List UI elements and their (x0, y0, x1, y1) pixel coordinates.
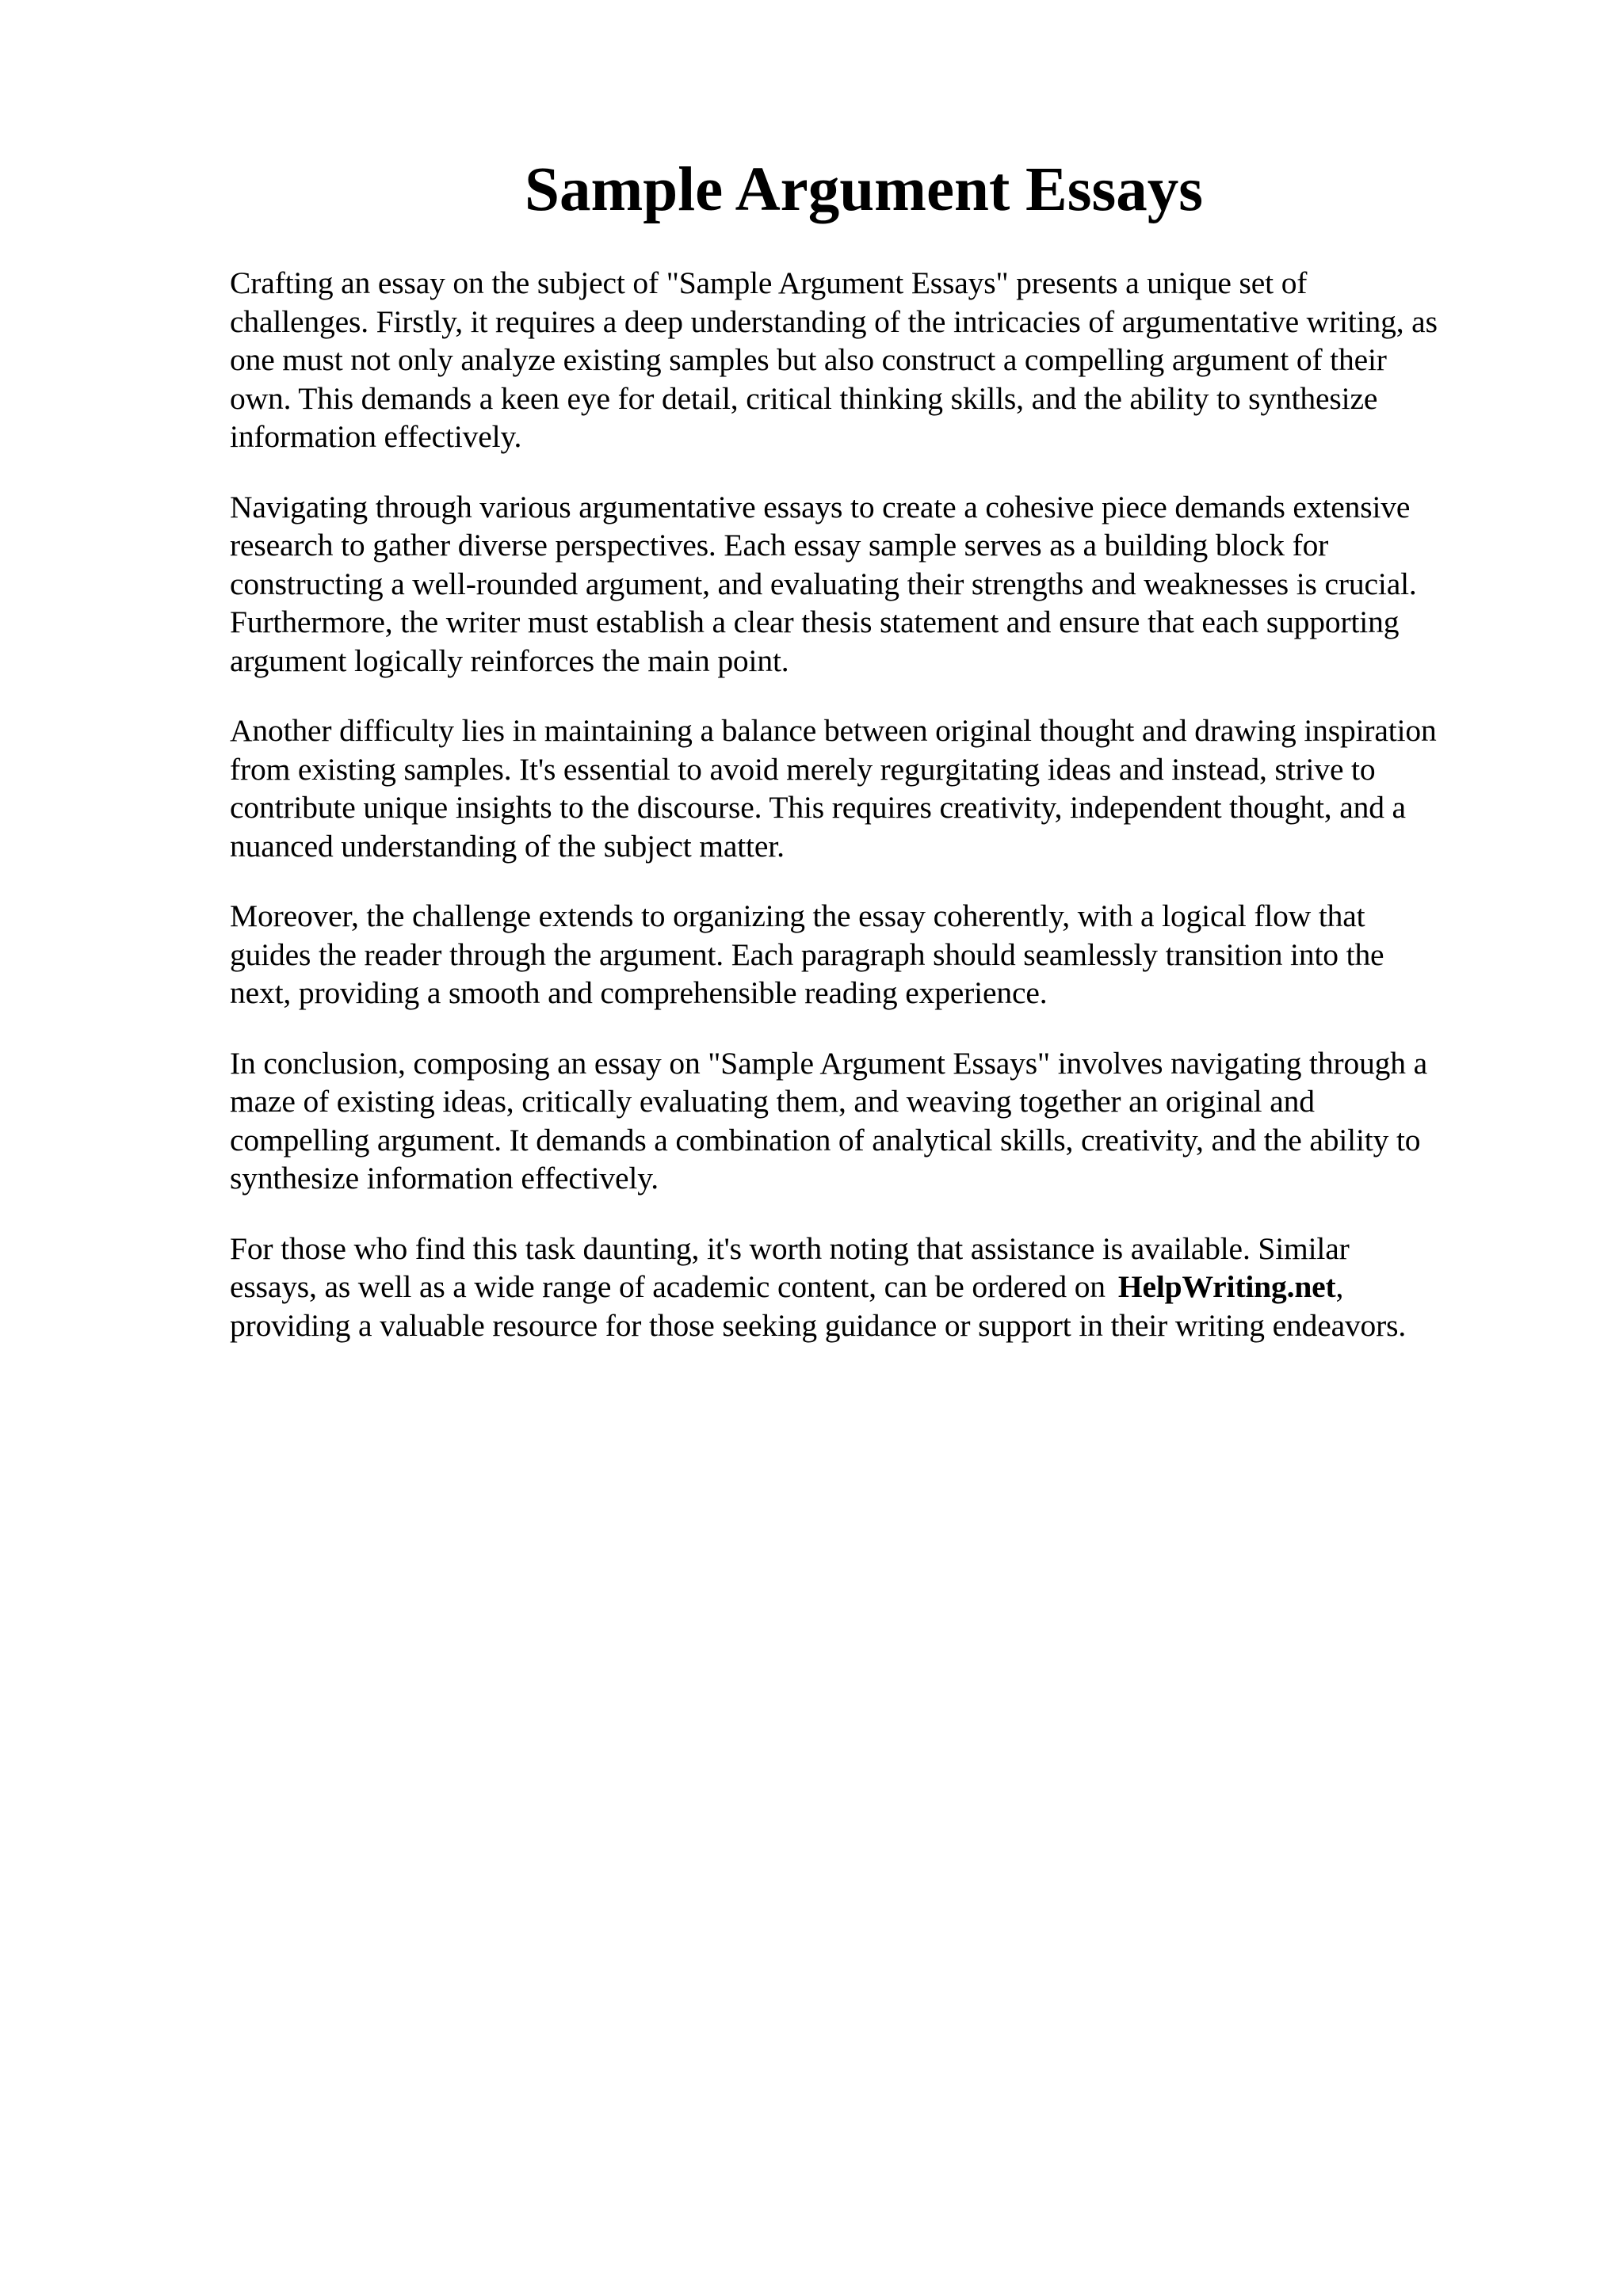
text-line: research to gather diverse perspectives. Each essay sample serves as a building block for (230, 528, 1329, 563)
paragraph-5 (230, 1044, 1529, 1198)
text-segment: , (1335, 1269, 1344, 1304)
text-line: In conclusion, composing an essay on "Sample Argument Essays" involves navigating through a (230, 1045, 1427, 1081)
document-body (230, 264, 1529, 1376)
page-title: Sample Argument Essays (525, 155, 1203, 224)
text-line: Furthermore, the writer must establish a clear thesis statement and ensure that each supporting (230, 605, 1400, 639)
helpwriting-link[interactable]: HelpWriting.net (1117, 1269, 1336, 1304)
text-line: Navigating through various argumentative essays to create a cohesive piece demands extensive (230, 489, 1411, 524)
text-line: constructing a well-rounded argument, and evaluating their strengths and weaknesses is crucial. (230, 566, 1417, 601)
text-line: information effectively. (230, 419, 522, 454)
paragraph-closing (230, 1230, 1529, 1345)
text-line: For those who find this task daunting, it's worth noting that assistance is available. Similar (230, 1230, 1350, 1266)
paragraph-4 (230, 897, 1529, 1013)
paragraph-3 (230, 711, 1529, 865)
text-line: challenges. Firstly, it requires a deep understanding of the intricacies of argumentative writing, as (230, 303, 1438, 339)
text-line: own. This demands a keen eye for detail, critical thinking skills, and the ability to synthesize (230, 380, 1378, 416)
text-line: nuanced understanding of the subject matter. (230, 828, 785, 864)
text-line: contribute unique insights to the discourse. This requires creativity, independent thought, and a (230, 790, 1406, 825)
text-line: one must not only analyze existing samples but also construct a compelling argument of their (230, 342, 1387, 377)
text-line-with-link (230, 1268, 1529, 1306)
text-line: providing a valuable resource for those seeking guidance or support in their writing endeavors. (230, 1307, 1407, 1343)
text-line: from existing samples. It's essential to avoid merely regurgitating ideas and instead, strive to (230, 751, 1376, 787)
text-line: next, providing a smooth and comprehensible reading experience. (230, 975, 1048, 1010)
text-line: Another difficulty lies in maintaining a balance between original thought and drawing inspiration (230, 713, 1437, 748)
text-line: maze of existing ideas, critically evaluating them, and weaving together an original and (230, 1084, 1315, 1119)
paragraph-1 (230, 264, 1529, 456)
text-line: argument logically reinforces the main point. (230, 643, 789, 678)
text-line: Crafting an essay on the subject of "Sample Argument Essays" presents a unique set of (230, 265, 1308, 300)
text-line: Moreover, the challenge extends to organizing the essay coherently, with a logical flow that (230, 898, 1365, 933)
text-line: synthesize information effectively. (230, 1161, 659, 1196)
paragraph-2 (230, 488, 1529, 681)
text-line: compelling argument. It demands a combination of analytical skills, creativity, and the ability to (230, 1122, 1421, 1158)
text-segment: essays, as well as a wide range of academic content, can be ordered on (230, 1269, 1106, 1304)
text-line: guides the reader through the argument. Each paragraph should seamlessly transition into the (230, 936, 1384, 972)
